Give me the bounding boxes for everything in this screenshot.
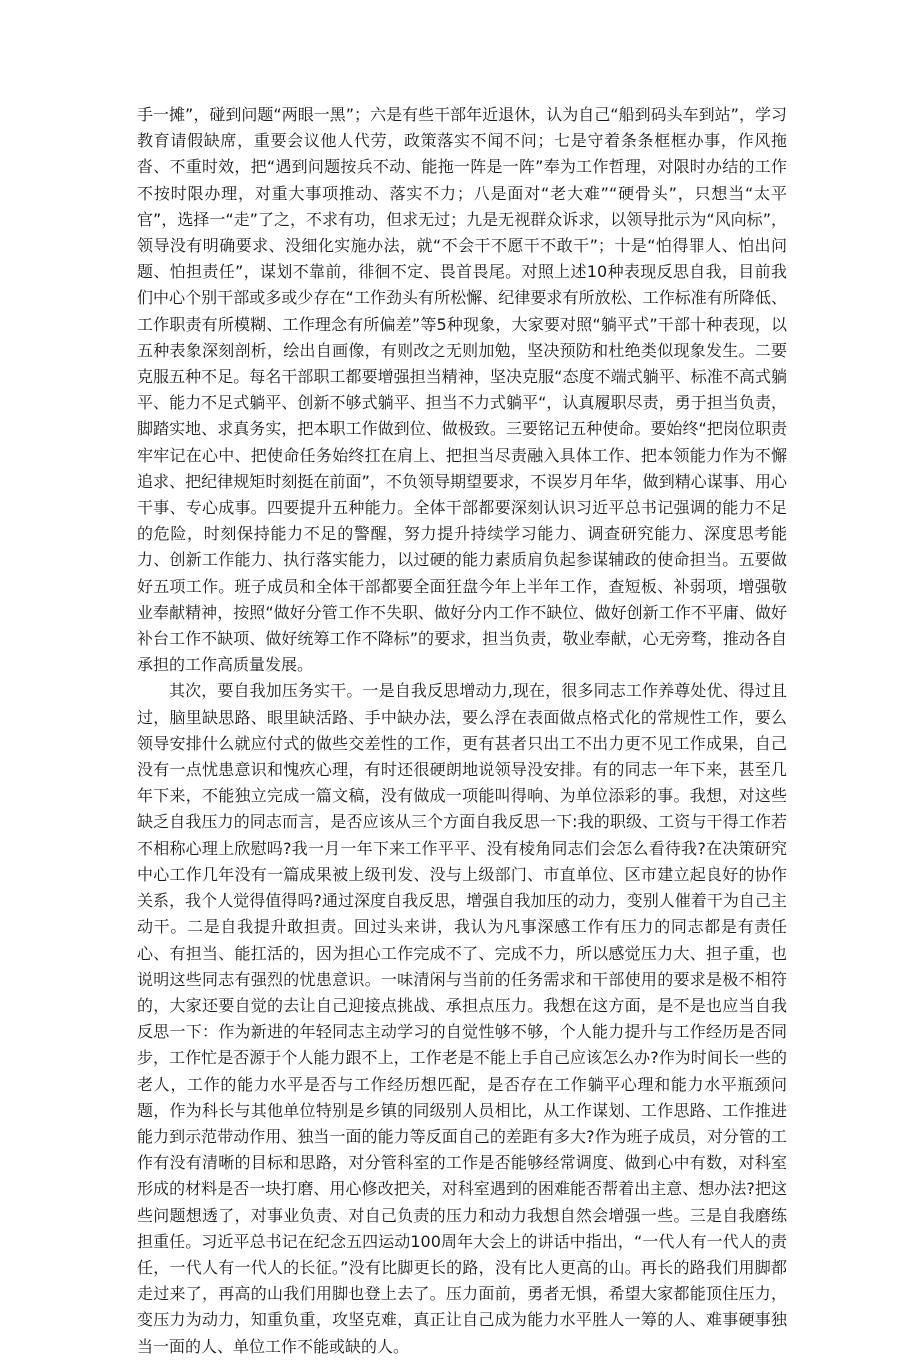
paragraph-1: 手一摊”，碰到问题“两眼一黑”；六是有些干部年近退休，认为自己“船到码头车到站”，学习教育请假缺席，重要会议他人代劳，政策落实不闻不问；七是守着条条框框办事，作风拖沓、不重时效，把“遇到问题按兵不动、能拖一阵是一阵”奉为工作哲理，对限时办结的工作不按时限办理，对重大事项推动、落实不力；八是面对“老大难”“硬骨头”，只想当“太平官”，选择一“走”了之，不求有功，但求无过；九是无视群众诉求，以领导批示为“风向标”，领导没有明确要求、没细化实施办法，就“不会干不愿干不敢干”；十是“怕得罪人、怕出问题、怕担责任”，谋划不靠前，徘徊不定、畏首畏尾。对照上述10种表现反思自我，目前我们中心个别干部或多或少存在“工作劲头有所松懈、纪律要求有所放松、工作标准有所降低、工作职责有所模糊、工作理念有所偏差”等5种现象，大家要对照“躺平式”干部十种表现，以五种表象深刻剖析，绘出自画像，有则改之无则加勉，坚决预防和杜绝类似现象发生。二要克服五种不足。每名干部职工都要增强担当精神，坚决克服“态度不端式躺平、标准不高式躺平、能力不足式躺平、创新不够式躺平、担当不力式躺平“，认真履职尽责，勇于担当负责，脚踏实地、求真务实，把本职工作做到位、做极致。三要铭记五种使命。要始终“把岗位职责牢牢记在心中、把使命任务始终扛在肩上、把担当尽责融入具体工作、把本领能力作为不懈追求、把纪律规矩时刻挺在前面”，不负领导期望要求，不误岁月年华，做到精心谋事、用心干事、专心成事。四要提升五种能力。全体干部都要深刻认识习近平总书记强调的能力不足的危险，时刻保持能力不足的警醒，努力提升持续学习能力、调查研究能力、深度思考能力、创新工作能力、执行落实能力，以过硬的能力素质肩负起参谋辅政的使命担当。五要做好五项工作。班子成员和全体干部都要全面狂盘今年上半年工作，查短板、补弱项，增强敬业奉献精神，按照“做好分管工作不失职、做好分内工作不缺位、做好创新工作不平庸、做好补台工作不缺项、做好统筹工作不降标”的要求，担当负责，敬业奉献，心无旁骛，推动各自承担的工作高质量发展。: [137, 105, 787, 675]
paragraph-2: 其次，要自我加压务实干。一是自我反思增动力,现在，很多同志工作养尊处优、得过且过，脑里缺思路、眼里缺活路、手中缺办法，要么浮在表面做点格式化的常规性工作，要么领导安排什么就应付式的做些交差性的工作，更有甚者只出工不出力更不见工作成果，自己没有一点忧患意识和愧疚心理，有时还很硬朗地说领导没安排。有的同志一年下来，甚至几年下来，不能独立完成一篇文稿，没有做成一项能叫得响、为单位添彩的事。我想，对这些缺乏自我压力的同志而言，是否应该从三个方面自我反思一下:我的职级、工资与干得工作若不相称心理上欣慰吗?我一月一年下来工作平平、没有棱角同志们会怎么看待我?在决策研究中心工作几年没有一篇成果被上级刊发、没与上级部门、市直单位、区市建立起良好的协作关系，我个人觉得值得吗?通过深度自我反思，增强自我加压的动力，变别人催着干为自己主动干。二是自我提升敢担责。回过头来讲，我认为凡事深感工作有压力的同志都是有责任心、有担当、能扛活的，因为担心工作完成不了、完成不力，所以感觉压力大、担子重，也说明这些同志有强烈的忧患意识。一味清闲与当前的任务需求和干部使用的要求是极不相符的，大家还要自觉的去让自己迎接点挑战、承担点压力。我想在这方面，是不是也应当自我反思一下：作为新进的年轻同志主动学习的自觉性够不够，个人能力提升与工作经历是否同步，工作忙是否源于个人能力跟不上，工作老是不能上手自己应该怎么办?作为时间长一些的老人，工作的能力水平是否与工作经历想匹配，是否存在工作躺平心理和能力水平瓶颈问题，作为科长与其他单位特别是乡镇的同级别人员相比，从工作谋划、工作思路、工作推进能力到示范带动作用、独当一面的能力等反面自己的差距有多大?作为班子成员，对分管的工作有没有清晰的目标和思路，对分管科室的工作是否能够经常调度、做到心中有数，对科室形成的材料是否一块打磨、用心修改把关，对科室遇到的困难能否帮着出主意、想办法?把这些问题想透了，对事业负责、对自己负责的压力和动力我想自然会增强一些。三是自我磨练担重任。习近平总书记在纪念五四运动100周年大会上的讲话中指出，“一代人有一代人的责任，一代人有一代人的长征。”没有比脚更长的路，没有比人更高的山。再长的路我们用脚都走过来了，再高的山我们用脚也登上去了。压力面前，勇者无惧，希望大家都能顶住压力，变压力为动力，知重负重，攻坚克难，真正让自己成为能力水平胜人一筹的人、难事硬事独当一面的人、单位工作不能或缺的人。: [137, 681, 787, 1356]
document-body: [137, 102, 787, 1360]
